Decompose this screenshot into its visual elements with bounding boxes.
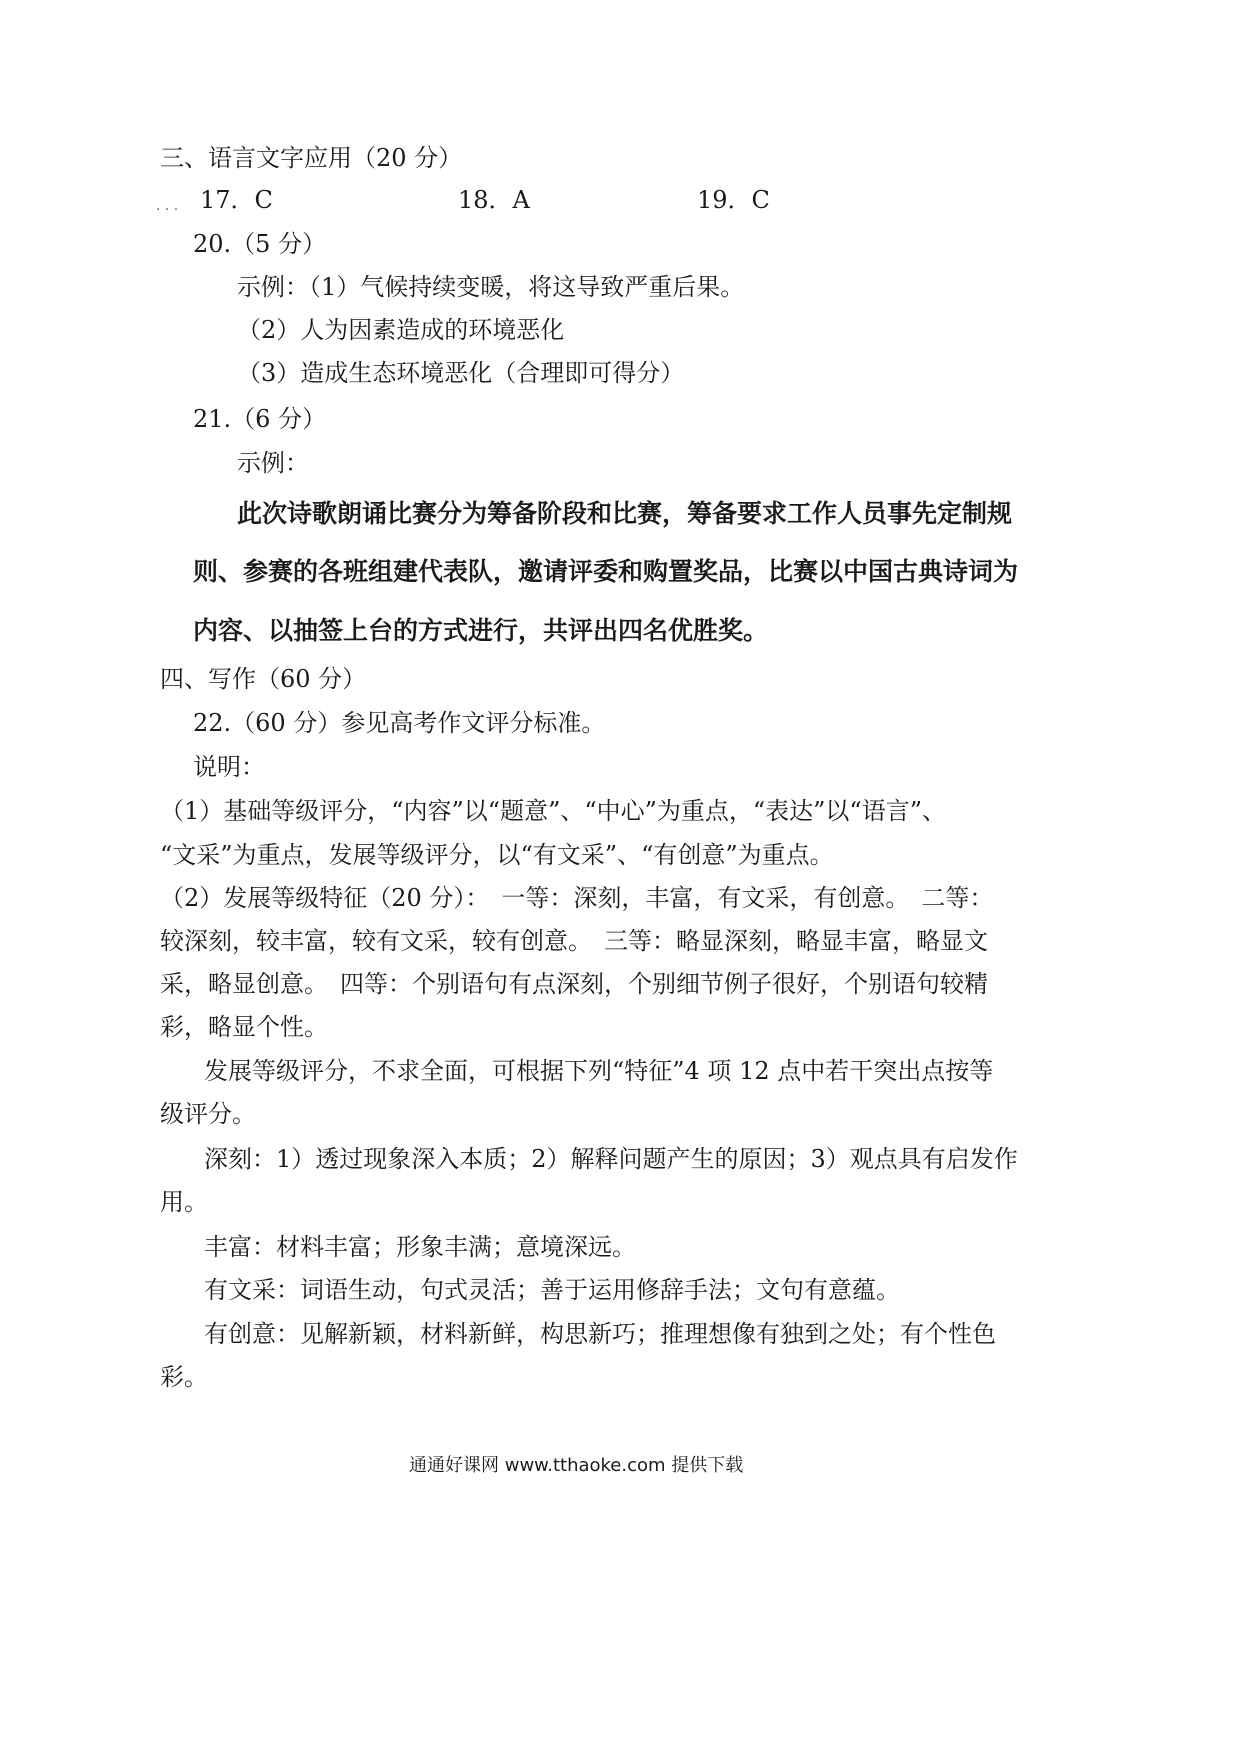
q21-answer-line-3: 内容、以抽签上台的方式进行，共评出四名优胜奖。 <box>193 616 769 645</box>
q21-label: 示例： <box>237 449 309 477</box>
p1-line-1: （1）基础等级评分，“内容”以“题意”、“中心”为重点，“表达”以“语言”、 <box>160 797 946 825</box>
p3-line-1: 发展等级评分，不求全面，可根据下列“特征”4 项 12 点中若干突出点按等 <box>204 1057 994 1085</box>
q22-line: 22.（60 分）参见高考作文评分标准。 <box>193 709 606 737</box>
p4-line-1: 深刻：1）透过现象深入本质；2）解释问题产生的原因；3）观点具有启发作 <box>204 1145 1018 1173</box>
q21-answer-line-2: 则、参赛的各班组建代表队，邀请评委和购置奖品，比赛以中国古典诗词为 <box>193 557 1019 586</box>
p1-line-2: “文采”为重点，发展等级评分，以“有文采”、“有创意”为重点。 <box>160 841 834 869</box>
p2-line-1: （2）发展等级特征（20 分）： 一等：深刻，丰富，有文采，有创意。 二等： <box>160 884 994 912</box>
q21-title: 21.（6 分） <box>193 405 327 433</box>
answer-19: 19．C <box>697 186 770 214</box>
section-heading-3: 三、语言文字应用（20 分） <box>160 144 463 172</box>
answer-18: 18．A <box>458 186 530 214</box>
section-heading-4: 四、写作（60 分） <box>160 665 367 693</box>
p6-line: 有文采：词语生动，句式灵活；善于运用修辞手法；文句有意蕴。 <box>204 1276 900 1304</box>
note-label: 说明： <box>193 753 265 781</box>
p5-line: 丰富：材料丰富；形象丰满；意境深远。 <box>204 1233 636 1261</box>
scan-artifact-dots: . . . <box>156 198 179 214</box>
p2-line-3: 采，略显创意。 四等：个别语句有点深刻，个别细节例子很好，个别语句较精 <box>160 970 988 998</box>
q20-line-3: （3）造成生态环境恶化（合理即可得分） <box>237 359 685 387</box>
p7-line-2: 彩。 <box>160 1363 208 1391</box>
p3-line-2: 级评分。 <box>160 1100 256 1128</box>
q20-title: 20.（5 分） <box>193 230 327 258</box>
p4-line-2: 用。 <box>160 1188 208 1216</box>
p7-line-1: 有创意：见解新颖，材料新鲜，构思新巧；推理想像有独到之处；有个性色 <box>204 1320 996 1348</box>
q20-line-2: （2）人为因素造成的环境恶化 <box>237 316 565 344</box>
q21-answer-line-1: 此次诗歌朗诵比赛分为筹备阶段和比赛，筹备要求工作人员事先定制规 <box>237 499 1013 528</box>
p2-line-4: 彩，略显个性。 <box>160 1013 328 1041</box>
p2-line-2: 较深刻，较丰富，较有文采，较有创意。 三等：略显深刻，略显丰富，略显文 <box>160 927 988 955</box>
answer-17: 17．C <box>200 186 273 214</box>
page-footer: 通通好课网 www.tthaoke.com 提供下载 <box>409 1455 744 1476</box>
q20-line-1: 示例：（1）气候持续变暖，将这导致严重后果。 <box>237 273 745 301</box>
